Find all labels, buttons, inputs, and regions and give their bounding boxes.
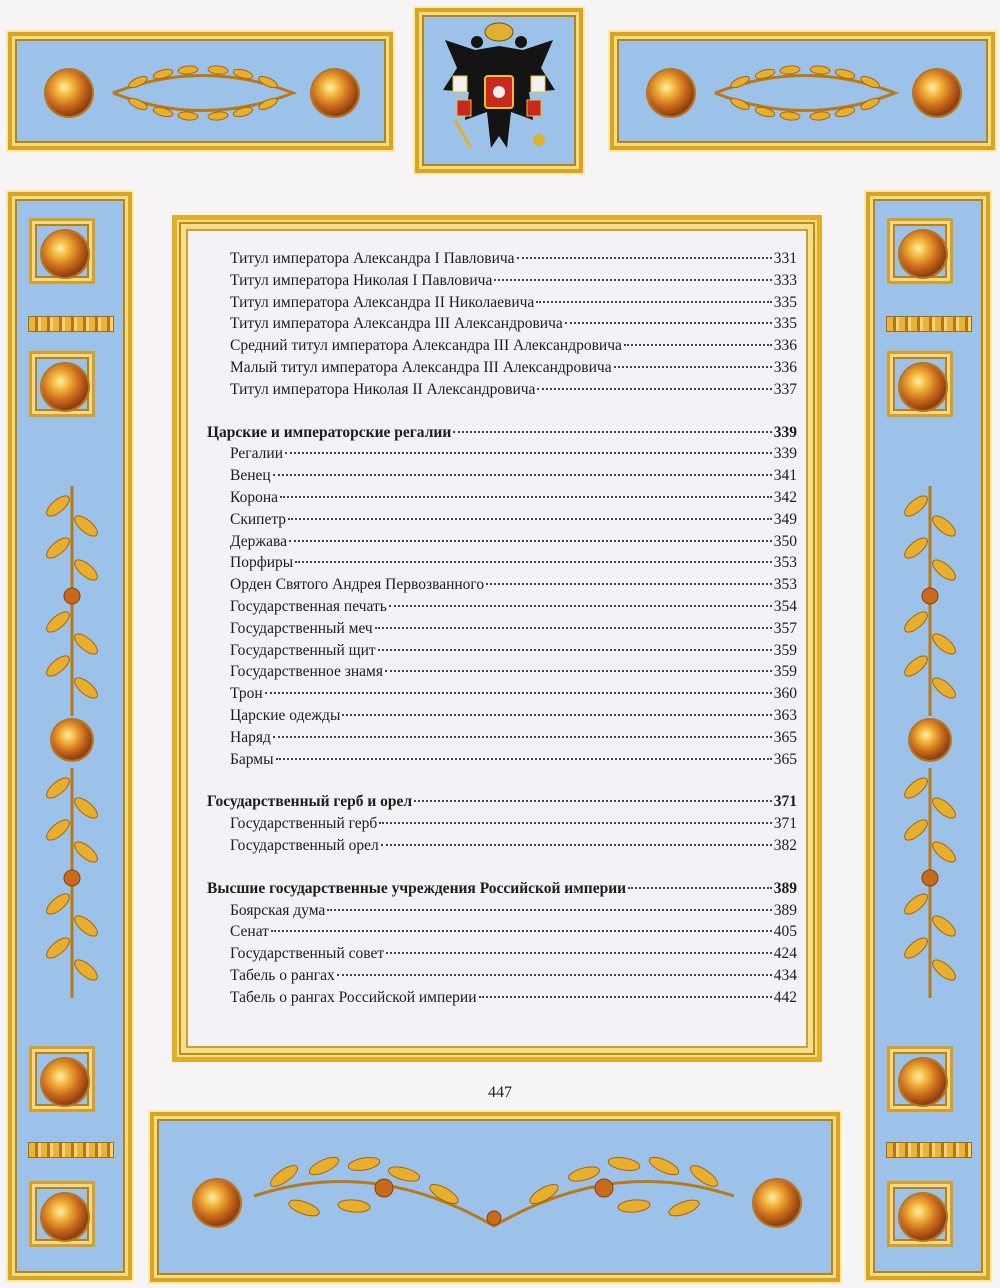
rosette-icon (900, 231, 946, 277)
toc-entry-title: Трон (230, 685, 263, 703)
toc-entry-page: 363 (773, 706, 797, 724)
laurel-garland-icon (892, 486, 968, 716)
leader-dots (276, 757, 772, 760)
toc-entry[interactable] (207, 596, 797, 618)
rosette-icon (194, 1180, 240, 1226)
toc-entry-page: 353 (773, 576, 797, 594)
toc-entry[interactable] (207, 379, 797, 401)
rosette-icon (910, 720, 950, 760)
leader-dots (517, 256, 772, 259)
toc-entry-page: 360 (773, 685, 797, 703)
toc-entry[interactable] (207, 813, 797, 835)
laurel-garland-icon (34, 768, 110, 998)
toc-entry-title: Титул императора Александра I Павловича (230, 250, 515, 267)
page-number: 447 (488, 1084, 512, 1101)
toc-entry-title: Венец (230, 467, 271, 485)
leader-dots (479, 995, 772, 998)
toc-entry[interactable] (207, 487, 797, 509)
toc-entry-page: 371 (773, 815, 797, 833)
toc-entry-page: 382 (773, 836, 797, 854)
toc-entry-page: 341 (773, 467, 797, 485)
leader-dots (273, 735, 772, 738)
leader-dots (327, 908, 771, 911)
rosette-icon (42, 1194, 88, 1240)
leader-dots (289, 539, 772, 542)
leader-dots (565, 321, 772, 324)
leader-dots (280, 495, 772, 498)
laurel-garland-icon (108, 62, 298, 124)
toc-entry-title: Государственная печать (230, 597, 387, 615)
rosette-frame (29, 1181, 95, 1247)
toc-entry-title: Порфиры (230, 554, 294, 572)
toc-entry-title: Боярская дума (230, 901, 326, 919)
leader-dots (295, 560, 772, 563)
laurel-garland-icon (892, 768, 968, 998)
toc-entry[interactable] (207, 965, 797, 987)
toc-section-heading[interactable] (207, 878, 797, 900)
laurel-garland-icon (710, 62, 900, 124)
toc-entry[interactable] (207, 943, 797, 965)
toc-entry-page: 434 (773, 966, 797, 984)
toc-entry-title: Наряд (230, 728, 271, 746)
leader-dots (273, 473, 772, 476)
toc-entry[interactable] (207, 835, 797, 857)
toc-entry[interactable] (207, 921, 797, 943)
leader-dots (386, 951, 772, 954)
rosette-frame (887, 351, 953, 417)
toc-entry-title: Средний титул императора Александра III Александровича (230, 337, 622, 355)
toc-entry[interactable] (207, 292, 797, 314)
ornament-bar (886, 1142, 972, 1158)
leader-dots (389, 604, 772, 607)
leader-dots (494, 278, 771, 281)
toc-entry[interactable] (207, 465, 797, 487)
leader-dots (379, 821, 771, 824)
toc-entry-title: Орден Святого Андрея Первозванного (230, 576, 485, 594)
toc-section-page: 389 (773, 879, 797, 897)
toc-section-title: Государственный герб и орел (207, 793, 413, 811)
left-side-panel (8, 192, 132, 1280)
toc-entry[interactable] (207, 357, 797, 379)
leader-dots (628, 886, 772, 889)
toc-entry-page: 354 (773, 597, 797, 615)
toc-entry-page: 442 (773, 988, 797, 1006)
rosette-frame (29, 351, 95, 417)
leader-dots (378, 648, 772, 651)
rosette-icon (900, 364, 946, 410)
rosette-frame (887, 1181, 953, 1247)
leader-dots (342, 713, 771, 716)
toc-entry-page: 336 (773, 337, 797, 355)
leader-dots (537, 387, 771, 390)
toc-section-title: Царские и императорские регалии (207, 423, 452, 441)
toc-entry-title: Государственный совет (230, 945, 385, 963)
toc-entry[interactable] (207, 270, 797, 292)
toc-entry-page: 365 (773, 728, 797, 746)
rosette-frame (887, 1046, 953, 1112)
leader-dots (486, 582, 772, 585)
ornament-bar (28, 1142, 114, 1158)
toc-entry-title: Титул императора Николая II Александровича (230, 380, 536, 398)
toc-entry[interactable] (207, 705, 797, 727)
ornament-bar (886, 316, 972, 332)
toc-entry[interactable] (207, 640, 797, 662)
bottom-panel (150, 1112, 840, 1282)
toc-entry-page: 342 (773, 488, 797, 506)
rosette-frame (29, 1046, 95, 1112)
rosette-icon (42, 231, 88, 277)
leader-dots (375, 626, 772, 629)
toc-entry-page: 350 (773, 532, 797, 550)
toc-entry-title: Государственный меч (230, 619, 373, 637)
toc-entry-page: 359 (773, 641, 797, 659)
rosette-frame (887, 218, 953, 284)
toc-entry[interactable] (207, 248, 797, 270)
toc-entry-title: Корона (230, 488, 278, 506)
toc-section-heading[interactable] (207, 791, 797, 813)
toc-entry-title: Регалии (230, 445, 283, 463)
toc-entry[interactable] (207, 313, 797, 335)
toc-entry[interactable] (207, 727, 797, 749)
leader-dots (624, 343, 772, 346)
leader-dots (536, 300, 771, 303)
toc-entry[interactable] (207, 900, 797, 922)
toc-entry-page: 424 (773, 945, 797, 963)
toc-entry-page: 331 (773, 250, 797, 267)
double-headed-eagle-icon (435, 20, 563, 166)
toc-entry[interactable] (207, 618, 797, 640)
leader-dots (337, 973, 772, 976)
toc-entry-page: 336 (773, 358, 797, 376)
toc-entry[interactable] (207, 661, 797, 683)
top-center-crest-panel (415, 8, 583, 173)
top-left-panel (8, 32, 393, 150)
rosette-icon (42, 364, 88, 410)
leader-dots (414, 799, 772, 802)
top-right-panel (610, 32, 995, 150)
leader-dots (271, 929, 772, 932)
toc-entry[interactable] (207, 443, 797, 465)
leader-dots (385, 669, 772, 672)
toc-entry-page: 335 (773, 293, 797, 311)
toc-entry-title: Государственный орел (230, 836, 379, 854)
toc-entry-page: 365 (773, 750, 797, 768)
right-side-panel (866, 192, 990, 1280)
toc-entry-page: 359 (773, 663, 797, 681)
toc-entry-page: 335 (773, 315, 797, 333)
toc-section-title: Высшие государственные учреждения Российской империи (207, 879, 627, 897)
toc-entry-page: 357 (773, 619, 797, 637)
toc-entry-title: Табель о рангах (230, 966, 335, 984)
leader-dots (265, 691, 772, 694)
rosette-frame (29, 218, 95, 284)
rosette-icon (914, 70, 960, 116)
toc-entry-page: 349 (773, 510, 797, 528)
toc-entry-title: Держава (230, 532, 287, 550)
toc-entry-title: Сенат (230, 923, 269, 941)
toc-entry-title: Царские одежды (230, 706, 341, 724)
toc-entry[interactable] (207, 552, 797, 574)
toc-entry-page: 405 (773, 923, 797, 941)
toc-entry-title: Государственное знамя (230, 663, 383, 681)
toc-entry[interactable] (207, 749, 797, 771)
rosette-icon (52, 720, 92, 760)
rosette-icon (46, 70, 92, 116)
toc-entry[interactable] (207, 509, 797, 531)
toc-entry[interactable] (207, 335, 797, 357)
toc-entry-title: Скипетр (230, 510, 287, 528)
toc-entry-title: Бармы (230, 750, 274, 768)
rosette-icon (648, 70, 694, 116)
toc-entry[interactable] (207, 531, 797, 553)
leader-dots (381, 843, 772, 846)
toc-entry-page: 333 (773, 271, 797, 289)
toc-entry[interactable] (207, 683, 797, 705)
leader-dots (453, 430, 771, 433)
toc-entry-title: Титул императора Николая I Павловича (230, 271, 493, 289)
table-of-contents (207, 248, 797, 1009)
ornament-bar (28, 316, 114, 332)
rosette-icon (312, 70, 358, 116)
toc-section-page: 371 (773, 793, 797, 811)
rosette-icon (754, 1180, 800, 1226)
toc-entry-title: Табель о рангах Российской империи (230, 988, 477, 1006)
toc-entry-title: Государственный герб (230, 815, 378, 833)
leader-dots (614, 365, 772, 368)
toc-section-heading[interactable] (207, 422, 797, 444)
toc-entry-page: 339 (773, 445, 797, 463)
toc-section-page: 339 (773, 423, 797, 441)
toc-entry-title: Малый титул императора Александра III Александровича (230, 358, 612, 376)
laurel-garland-icon (34, 486, 110, 716)
leader-dots (285, 451, 772, 454)
toc-entry-page: 389 (773, 901, 797, 919)
toc-entry[interactable] (207, 987, 797, 1009)
rosette-icon (900, 1194, 946, 1240)
leader-dots (288, 517, 772, 520)
toc-entry-title: Титул императора Александра II Николаевича (230, 293, 535, 311)
toc-entry-page: 353 (773, 554, 797, 572)
toc-entry[interactable] (207, 574, 797, 596)
laurel-garland-icon (244, 1136, 744, 1246)
toc-entry-title: Титул императора Александра III Александровича (230, 315, 563, 333)
toc-entry-page: 337 (773, 380, 797, 398)
toc-entry-title: Государственный щит (230, 641, 376, 659)
